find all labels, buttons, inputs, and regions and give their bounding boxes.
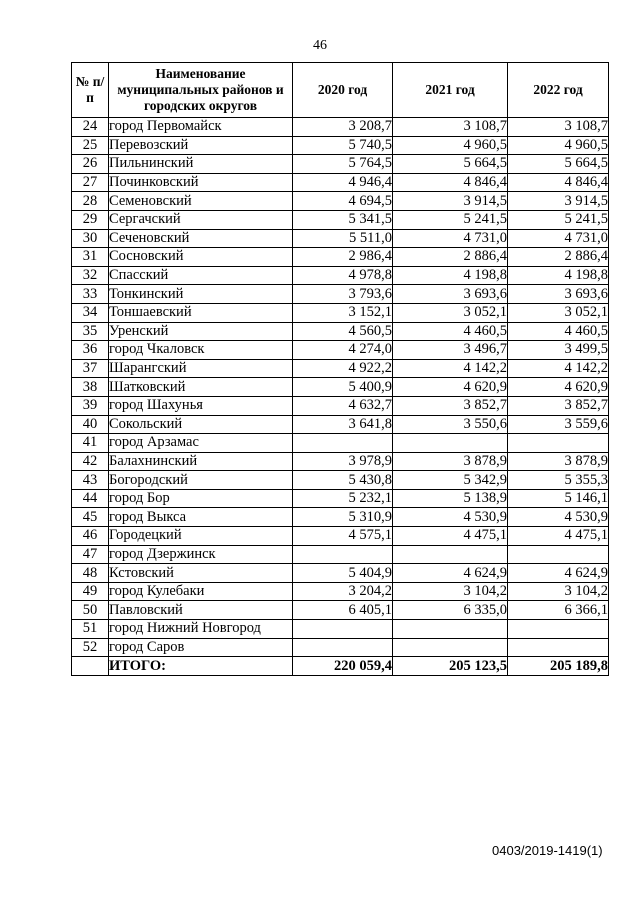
row-name: Тоншаевский — [109, 303, 293, 322]
table-row — [72, 210, 609, 229]
row-value-2021: 3 104,2 — [393, 582, 508, 601]
row-value-2021: 4 620,9 — [393, 378, 508, 397]
total-2020: 220 059,4 — [293, 657, 393, 676]
table-row — [72, 396, 609, 415]
row-name: Пильнинский — [109, 155, 293, 174]
table-row — [72, 545, 609, 564]
row-value-2021: 2 886,4 — [393, 248, 508, 267]
row-value-2022: 3 499,5 — [508, 341, 609, 360]
document-code: 0403/2019-1419(1) — [492, 843, 603, 858]
row-value-2020: 4 946,4 — [293, 173, 393, 192]
row-value-2020 — [293, 434, 393, 453]
row-value-2022: 3 108,7 — [508, 118, 609, 137]
table-row — [72, 303, 609, 322]
row-name: Уренский — [109, 322, 293, 341]
row-value-2022: 4 624,9 — [508, 564, 609, 583]
row-name: город Кулебаки — [109, 582, 293, 601]
row-value-2022 — [508, 638, 609, 657]
row-value-2021: 4 960,5 — [393, 136, 508, 155]
row-value-2022 — [508, 545, 609, 564]
row-name: Павловский — [109, 601, 293, 620]
table-row — [72, 229, 609, 248]
row-value-2021: 6 335,0 — [393, 601, 508, 620]
row-value-2020: 4 632,7 — [293, 396, 393, 415]
header-name: Наименование муниципальных районов и городских округов — [109, 63, 293, 118]
row-number: 32 — [72, 266, 109, 285]
row-name: город Дзержинск — [109, 545, 293, 564]
row-number: 34 — [72, 303, 109, 322]
row-value-2020: 6 405,1 — [293, 601, 393, 620]
row-value-2020: 5 341,5 — [293, 210, 393, 229]
row-number: 50 — [72, 601, 109, 620]
row-value-2021: 4 731,0 — [393, 229, 508, 248]
row-number: 29 — [72, 210, 109, 229]
row-value-2022: 4 731,0 — [508, 229, 609, 248]
row-name: город Шахунья — [109, 396, 293, 415]
row-name: Богородский — [109, 471, 293, 490]
row-value-2022: 5 355,3 — [508, 471, 609, 490]
row-name: город Первомайск — [109, 118, 293, 137]
row-value-2022: 4 142,2 — [508, 359, 609, 378]
row-value-2020: 5 400,9 — [293, 378, 393, 397]
row-value-2020: 3 204,2 — [293, 582, 393, 601]
row-name: Сергачский — [109, 210, 293, 229]
row-number: 36 — [72, 341, 109, 360]
row-value-2022 — [508, 434, 609, 453]
budget-table — [71, 62, 609, 676]
table-row — [72, 601, 609, 620]
row-value-2021: 5 138,9 — [393, 489, 508, 508]
row-name: город Бор — [109, 489, 293, 508]
table-row — [72, 415, 609, 434]
table-row — [72, 136, 609, 155]
row-number: 44 — [72, 489, 109, 508]
row-value-2021: 4 198,8 — [393, 266, 508, 285]
table-row — [72, 582, 609, 601]
row-value-2022: 3 693,6 — [508, 285, 609, 304]
row-value-2021 — [393, 545, 508, 564]
table-row — [72, 322, 609, 341]
row-number: 33 — [72, 285, 109, 304]
row-number: 24 — [72, 118, 109, 137]
row-name: Сеченовский — [109, 229, 293, 248]
row-value-2021 — [393, 638, 508, 657]
row-name: Спасский — [109, 266, 293, 285]
row-number: 37 — [72, 359, 109, 378]
row-name: Сокольский — [109, 415, 293, 434]
row-name: город Саров — [109, 638, 293, 657]
row-number: 26 — [72, 155, 109, 174]
row-number: 47 — [72, 545, 109, 564]
row-number: 51 — [72, 620, 109, 639]
row-value-2021: 5 664,5 — [393, 155, 508, 174]
total-2022: 205 189,8 — [508, 657, 609, 676]
row-number: 28 — [72, 192, 109, 211]
page-number: 46 — [313, 38, 327, 53]
row-value-2021: 4 475,1 — [393, 527, 508, 546]
row-value-2020 — [293, 545, 393, 564]
row-value-2022: 3 914,5 — [508, 192, 609, 211]
table-row — [72, 266, 609, 285]
row-value-2022 — [508, 620, 609, 639]
table-row — [72, 471, 609, 490]
row-value-2021: 4 142,2 — [393, 359, 508, 378]
row-number: 41 — [72, 434, 109, 453]
row-value-2021: 5 241,5 — [393, 210, 508, 229]
row-value-2020: 3 978,9 — [293, 452, 393, 471]
row-name: город Выкса — [109, 508, 293, 527]
row-value-2020: 5 740,5 — [293, 136, 393, 155]
row-name: Починковский — [109, 173, 293, 192]
row-value-2022: 3 878,9 — [508, 452, 609, 471]
row-number: 48 — [72, 564, 109, 583]
row-name: город Арзамас — [109, 434, 293, 453]
row-number: 35 — [72, 322, 109, 341]
header-number: № п/п — [72, 63, 109, 118]
row-name: Семеновский — [109, 192, 293, 211]
row-value-2021 — [393, 620, 508, 639]
row-value-2020: 5 310,9 — [293, 508, 393, 527]
row-name: город Чкаловск — [109, 341, 293, 360]
row-value-2022: 2 886,4 — [508, 248, 609, 267]
total-number-cell — [72, 657, 109, 676]
row-value-2020: 4 274,0 — [293, 341, 393, 360]
row-value-2022: 3 852,7 — [508, 396, 609, 415]
table-row — [72, 508, 609, 527]
row-value-2020: 5 511,0 — [293, 229, 393, 248]
row-value-2021: 4 846,4 — [393, 173, 508, 192]
row-value-2022: 5 146,1 — [508, 489, 609, 508]
table-row — [72, 155, 609, 174]
row-number: 39 — [72, 396, 109, 415]
row-value-2020: 3 208,7 — [293, 118, 393, 137]
row-value-2020: 5 764,5 — [293, 155, 393, 174]
row-value-2022: 3 052,1 — [508, 303, 609, 322]
row-number: 40 — [72, 415, 109, 434]
row-number: 42 — [72, 452, 109, 471]
row-number: 30 — [72, 229, 109, 248]
total-2021: 205 123,5 — [393, 657, 508, 676]
row-value-2021: 3 914,5 — [393, 192, 508, 211]
row-value-2020: 5 430,8 — [293, 471, 393, 490]
row-number: 49 — [72, 582, 109, 601]
total-row — [72, 657, 609, 676]
table-row — [72, 285, 609, 304]
table-header-row — [72, 63, 609, 118]
table-row — [72, 638, 609, 657]
row-value-2021: 3 496,7 — [393, 341, 508, 360]
table-row — [72, 341, 609, 360]
row-value-2020: 3 641,8 — [293, 415, 393, 434]
row-name: Тонкинский — [109, 285, 293, 304]
row-name: город Нижний Новгород — [109, 620, 293, 639]
row-value-2020: 4 575,1 — [293, 527, 393, 546]
row-value-2020 — [293, 638, 393, 657]
table-row — [72, 173, 609, 192]
header-2022: 2022 год — [508, 63, 609, 118]
header-2021: 2021 год — [393, 63, 508, 118]
row-value-2022: 5 241,5 — [508, 210, 609, 229]
table-row — [72, 527, 609, 546]
row-value-2020: 2 986,4 — [293, 248, 393, 267]
row-name: Городецкий — [109, 527, 293, 546]
row-number: 45 — [72, 508, 109, 527]
row-value-2021: 5 342,9 — [393, 471, 508, 490]
table-row — [72, 564, 609, 583]
row-value-2021: 3 693,6 — [393, 285, 508, 304]
row-name: Перевозский — [109, 136, 293, 155]
row-value-2020: 3 793,6 — [293, 285, 393, 304]
table-row — [72, 378, 609, 397]
row-value-2022: 4 846,4 — [508, 173, 609, 192]
table-row — [72, 359, 609, 378]
row-value-2020: 4 978,8 — [293, 266, 393, 285]
row-value-2021: 3 108,7 — [393, 118, 508, 137]
row-value-2022: 4 960,5 — [508, 136, 609, 155]
row-value-2020: 3 152,1 — [293, 303, 393, 322]
row-number: 38 — [72, 378, 109, 397]
row-value-2022: 5 664,5 — [508, 155, 609, 174]
row-value-2020: 5 232,1 — [293, 489, 393, 508]
row-value-2022: 6 366,1 — [508, 601, 609, 620]
row-value-2021: 4 530,9 — [393, 508, 508, 527]
table-row — [72, 620, 609, 639]
row-number: 31 — [72, 248, 109, 267]
row-name: Шарангский — [109, 359, 293, 378]
row-number: 27 — [72, 173, 109, 192]
table-row — [72, 434, 609, 453]
row-value-2020 — [293, 620, 393, 639]
table-row — [72, 452, 609, 471]
row-number: 43 — [72, 471, 109, 490]
row-value-2021: 3 550,6 — [393, 415, 508, 434]
row-value-2020: 4 922,2 — [293, 359, 393, 378]
table-row — [72, 118, 609, 137]
total-label: ИТОГО: — [109, 657, 293, 676]
row-value-2021 — [393, 434, 508, 453]
row-value-2022: 4 198,8 — [508, 266, 609, 285]
row-value-2021: 4 624,9 — [393, 564, 508, 583]
row-value-2021: 3 852,7 — [393, 396, 508, 415]
row-number: 25 — [72, 136, 109, 155]
row-name: Кстовский — [109, 564, 293, 583]
row-value-2022: 4 475,1 — [508, 527, 609, 546]
header-2020: 2020 год — [293, 63, 393, 118]
row-value-2020: 5 404,9 — [293, 564, 393, 583]
row-value-2022: 4 620,9 — [508, 378, 609, 397]
row-number: 52 — [72, 638, 109, 657]
table-body — [72, 118, 609, 676]
row-value-2022: 4 530,9 — [508, 508, 609, 527]
row-value-2021: 3 878,9 — [393, 452, 508, 471]
row-value-2020: 4 560,5 — [293, 322, 393, 341]
row-number: 46 — [72, 527, 109, 546]
table-row — [72, 192, 609, 211]
row-name: Балахнинский — [109, 452, 293, 471]
row-value-2022: 3 559,6 — [508, 415, 609, 434]
row-value-2022: 4 460,5 — [508, 322, 609, 341]
row-value-2021: 4 460,5 — [393, 322, 508, 341]
row-name: Сосновский — [109, 248, 293, 267]
row-name: Шатковский — [109, 378, 293, 397]
row-value-2022: 3 104,2 — [508, 582, 609, 601]
row-value-2021: 3 052,1 — [393, 303, 508, 322]
table-row — [72, 489, 609, 508]
table-row — [72, 248, 609, 267]
row-value-2020: 4 694,5 — [293, 192, 393, 211]
